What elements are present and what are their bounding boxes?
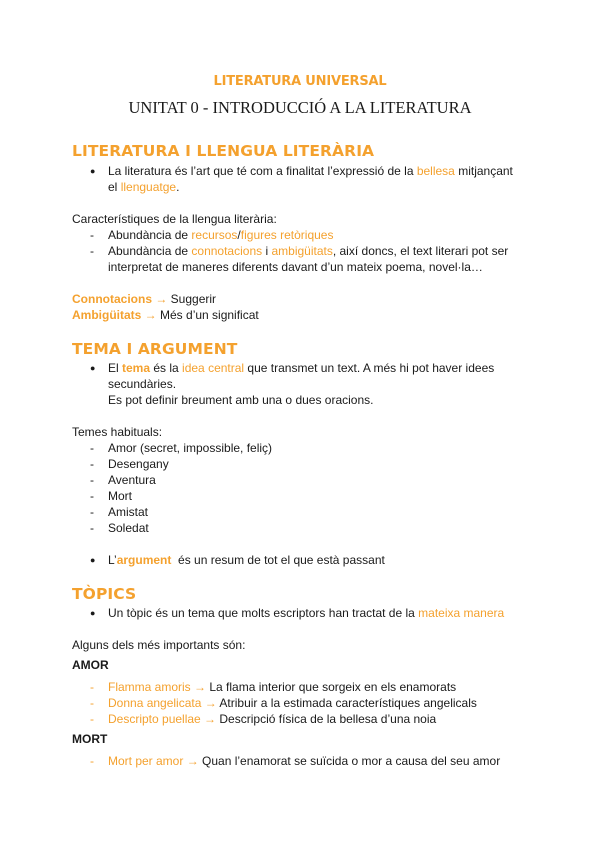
highlight-argument: argument [116, 553, 172, 567]
topics-intro: Alguns dels més importants són: [72, 638, 246, 652]
course-title: LITERATURA UNIVERSAL [213, 74, 387, 89]
arrow-icon: → [152, 292, 171, 306]
dash-marker: - [90, 521, 94, 535]
literature-definition-line1: La literatura és l’art que té com a finalitat l’expressió de la bellesa mitjançant [108, 164, 513, 178]
theme-item: Aventura [108, 473, 156, 487]
arrow-icon: → [200, 712, 220, 726]
theme-item: Mort [108, 489, 132, 503]
highlight-mateixa-manera: mateixa manera [418, 606, 505, 620]
section-heading-literatura: LITERATURA I LLENGUA LITERÀRIA [72, 142, 375, 160]
characteristics-label: Característiques de la llengua literària: [72, 212, 277, 226]
highlight-recursos: recursos [191, 228, 238, 242]
bullet-icon: ● [90, 166, 96, 176]
unit-title: UNITAT 0 - INTRODUCCIÓ A LA LITERATURA [128, 98, 472, 117]
topic-definition: Un tòpic és un tema que molts escriptors han tractat de la mateixa manera [108, 606, 505, 620]
highlight-tema: tema [122, 361, 151, 375]
theme-definition-line2: secundàries. [108, 377, 177, 391]
section-heading-tema: TEMA I ARGUMENT [72, 340, 238, 358]
argument-definition: L’argument és un resum de tot el que està passant [108, 553, 385, 567]
definition-ambiguitats: Ambigüitats → Més d’un significat [72, 308, 259, 322]
topic-item: Mort per amor → Quan l’enamorat se suïcida o mor a causa del seu amor [108, 754, 501, 768]
highlight-figures-retoriques: figures retòriques [240, 228, 334, 242]
dash-marker: - [90, 489, 94, 503]
themes-label: Temes habituals: [72, 425, 163, 439]
theme-definition-line1: El tema és la idea central que transmet un text. A més hi pot haver idees [108, 361, 495, 375]
arrow-icon: → [183, 754, 203, 768]
highlight-ambiguitats: ambigüitats [271, 244, 333, 258]
characteristic-item-2-line2: interpretat de maneres diferents davant d’un mateix poema, novel·la… [108, 260, 483, 274]
topic-item: Descripto puellae → Descripció física de la bellesa d’una noia [108, 712, 437, 726]
dash-marker: - [90, 441, 94, 455]
dash-marker: - [90, 712, 94, 726]
highlight-llenguatge: llenguatge [120, 180, 177, 194]
section-heading-topics: TÒPICS [72, 585, 137, 603]
theme-definition-line3: Es pot definir breument amb una o dues oracions. [108, 393, 374, 407]
definition-connotacions: Connotacions → Suggerir [72, 292, 217, 306]
topic-item: Flamma amoris → La flama interior que sorgeix en els enamorats [108, 680, 457, 694]
highlight-bellesa: bellesa [416, 164, 455, 178]
dash-marker: - [90, 457, 94, 471]
literature-definition-line2: el llenguatge. [108, 180, 180, 194]
bullet-icon: ● [90, 555, 96, 565]
arrow-icon: → [201, 696, 220, 710]
bullet-icon: ● [90, 363, 96, 373]
dash-marker: - [90, 244, 94, 258]
highlight-idea-central: idea central [182, 361, 245, 375]
category-mort: MORT [72, 732, 108, 746]
bullet-icon: ● [90, 608, 96, 618]
arrow-icon: → [190, 680, 210, 694]
topic-item: Donna angelicata → Atribuir a la estimada característiques angelicals [108, 696, 477, 710]
theme-item: Amistat [108, 505, 149, 519]
arrow-icon: → [141, 308, 161, 322]
theme-item: Soledat [108, 521, 149, 535]
dash-marker: - [90, 696, 94, 710]
dash-marker: - [90, 680, 94, 694]
theme-item: Amor (secret, impossible, feliç) [108, 441, 273, 455]
theme-item: Desengany [108, 457, 169, 471]
dash-marker: - [90, 473, 94, 487]
dash-marker: - [90, 754, 94, 768]
highlight-connotacions: connotacions [191, 244, 263, 258]
dash-marker: - [90, 228, 94, 242]
characteristic-item-1: Abundància de recursos/figures retòriques [108, 228, 334, 242]
dash-marker: - [90, 505, 94, 519]
characteristic-item-2-line1: Abundància de connotacions i ambigüitats, així doncs, el text literari pot ser [108, 244, 509, 258]
category-amor: AMOR [72, 658, 109, 672]
